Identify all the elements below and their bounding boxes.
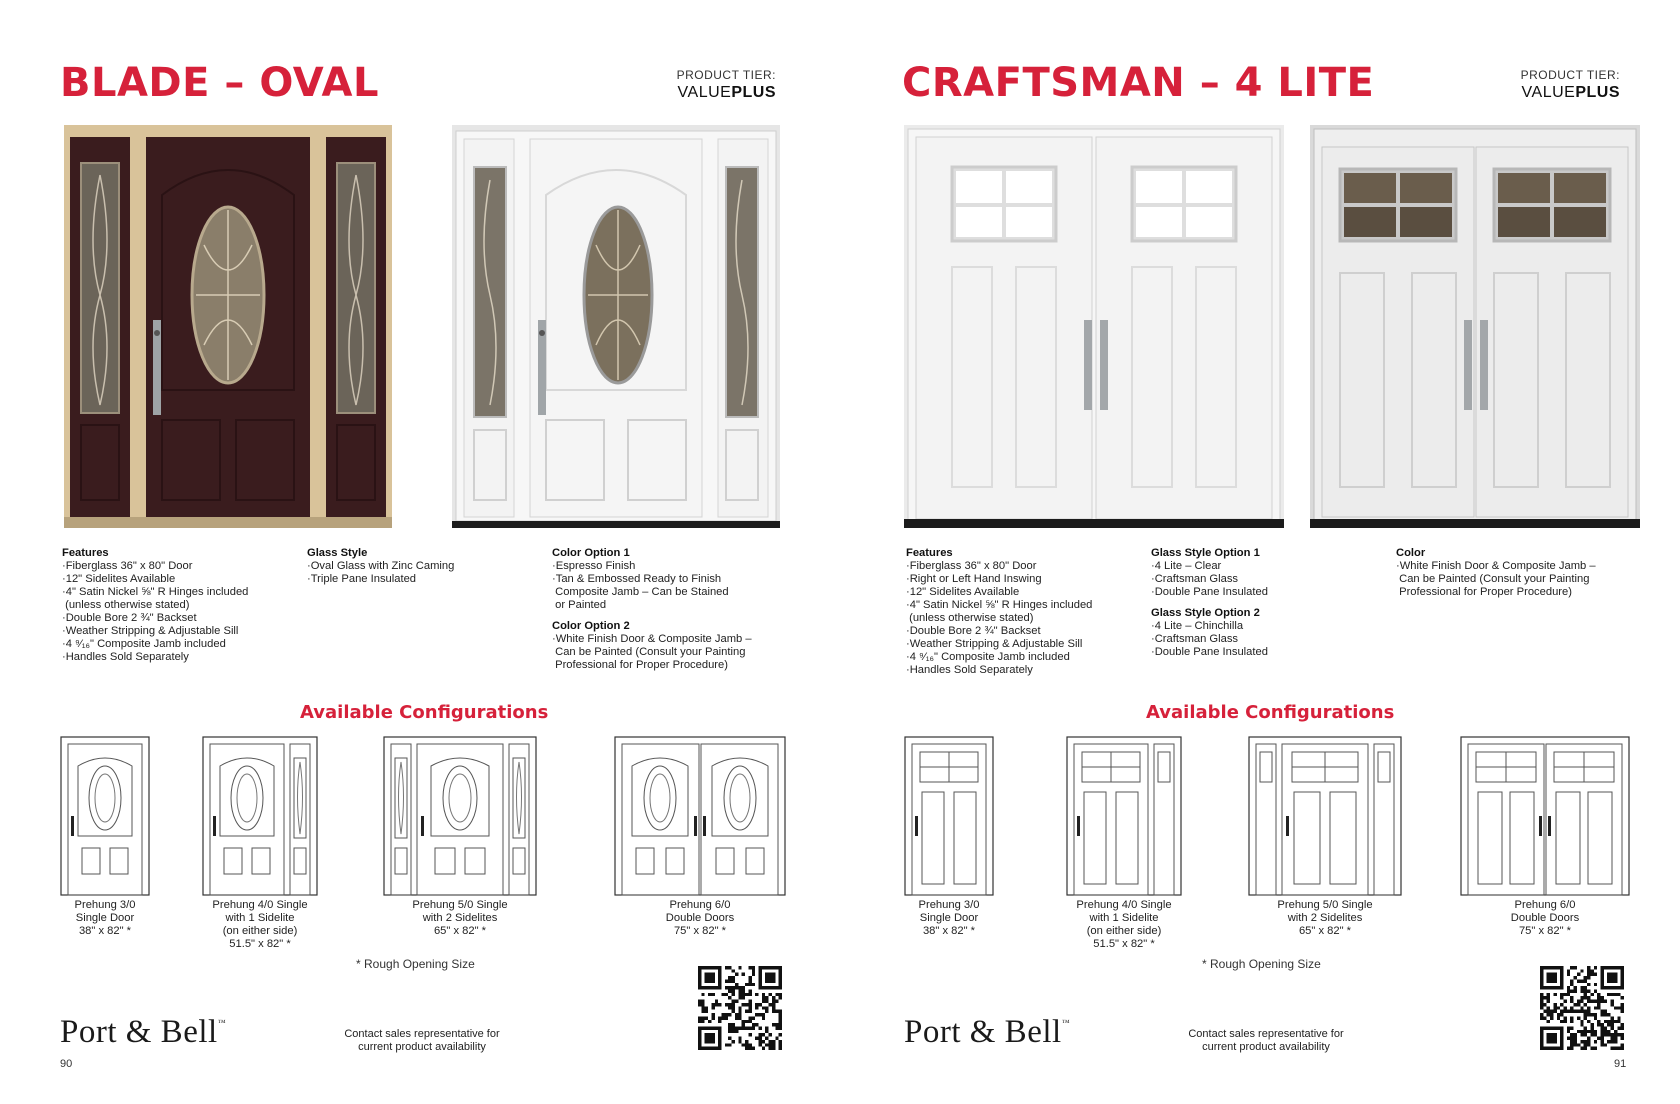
color-options-block <box>552 547 752 672</box>
door-photo-craftsman-chinchilla <box>1310 125 1640 528</box>
features-item: ·Fiberglass 36" x 80" Door <box>62 560 193 572</box>
tier-value: VALUEPLUS <box>1521 84 1620 101</box>
config-drawing-6-0-double <box>1460 736 1630 896</box>
features-item: ·Handles Sold Separately <box>62 651 189 663</box>
brand-logo: Port & Bell™ <box>60 1014 227 1050</box>
tier-value: VALUEPLUS <box>677 84 776 101</box>
product-tier <box>1521 68 1620 103</box>
features-item: ·Right or Left Hand Inswing <box>906 573 1042 585</box>
color-option-item: Professional for Proper Procedure) <box>552 659 728 671</box>
product-tier <box>677 68 776 103</box>
door-photo-espresso <box>64 125 392 528</box>
qr-code-icon[interactable] <box>1540 966 1624 1050</box>
page-number: 90 <box>60 1058 73 1070</box>
color-option-item: Can be Painted (Consult your Painting <box>552 646 746 658</box>
features-item: ·12" Sidelites Available <box>906 586 1020 598</box>
glass-style-item: ·Double Pane Insulated <box>1151 646 1268 658</box>
config-caption: Prehung 4/0 Single with 1 Sidelite (on either side) 51.5" x 82" * <box>212 899 308 950</box>
features-item: (unless otherwise stated) <box>906 612 1034 624</box>
config-caption: Prehung 5/0 Single with 2 Sidelites 65" x 82" * <box>412 899 508 937</box>
config-caption: Prehung 6/0 Double Doors 75" x 82" * <box>665 899 735 937</box>
glass-style-item: ·4 Lite – Chinchilla <box>1151 620 1244 632</box>
config-drawing-5-0-two-sidelites <box>383 736 537 896</box>
config-caption: Prehung 3/0 Single Door 38" x 82" * <box>74 899 136 937</box>
features-item: ·4" Satin Nickel ⅝" R Hinges included <box>906 599 1093 611</box>
color-option-2-heading: Color Option 2 <box>552 620 630 632</box>
features-item: ·Handles Sold Separately <box>906 664 1033 676</box>
glass-style-item: ·Craftsman Glass <box>1151 633 1239 645</box>
rough-opening-note: * Rough Opening Size <box>1202 957 1321 971</box>
color-option-item: Composite Jamb – Can be Stained <box>552 586 729 598</box>
glass-style-item: ·4 Lite – Clear <box>1151 560 1222 572</box>
color-option-item: ·Espresso Finish <box>552 560 636 572</box>
features-item: ·4 ⁹⁄₁₆" Composite Jamb included <box>62 638 226 650</box>
features-item: ·Fiberglass 36" x 80" Door <box>906 560 1037 572</box>
color-option-item: or Painted <box>552 599 607 611</box>
door-photo-craftsman-clear <box>904 125 1284 528</box>
page-right <box>840 0 1680 1104</box>
features-item: ·Weather Stripping & Adjustable Sill <box>906 638 1083 650</box>
features-heading: Features <box>906 547 953 559</box>
available-configurations-heading: Available Configurations <box>300 702 549 723</box>
page-number: 91 <box>1614 1058 1627 1070</box>
color-option-1-heading: Color Option 1 <box>552 547 630 559</box>
brand-logo: Port & Bell™ <box>904 1014 1071 1050</box>
features-heading: Features <box>62 547 109 559</box>
config-drawing-3-0-single <box>904 736 994 896</box>
glass-style-option-1-heading: Glass Style Option 1 <box>1151 547 1260 559</box>
color-option-item: ·Tan & Embossed Ready to Finish <box>552 573 722 585</box>
glass-style-block <box>307 547 454 586</box>
features-item: ·Double Bore 2 ¾" Backset <box>906 625 1041 637</box>
tier-label: PRODUCT TIER: <box>1520 68 1620 82</box>
config-drawing-3-0-single <box>60 736 150 896</box>
config-caption: Prehung 6/0 Double Doors 75" x 82" * <box>1510 899 1580 937</box>
glass-style-item: ·Double Pane Insulated <box>1151 586 1268 598</box>
available-configurations-heading: Available Configurations <box>1146 702 1395 723</box>
config-caption: Prehung 4/0 Single with 1 Sidelite (on either side) 51.5" x 82" * <box>1076 899 1172 950</box>
color-item: ·White Finish Door & Composite Jamb – <box>1396 560 1596 572</box>
features-item: ·Weather Stripping & Adjustable Sill <box>62 625 239 637</box>
color-option-item: ·White Finish Door & Composite Jamb – <box>552 633 752 645</box>
glass-style-option-2-heading: Glass Style Option 2 <box>1151 607 1260 619</box>
features-item: ·Double Bore 2 ¾" Backset <box>62 612 197 624</box>
features-block <box>62 547 248 664</box>
product-title: BLADE – OVAL <box>60 60 379 106</box>
features-item: (unless otherwise stated) <box>62 599 190 611</box>
color-item: Professional for Proper Procedure) <box>1396 586 1572 598</box>
color-heading: Color <box>1396 547 1426 559</box>
door-photo-white-oval <box>452 125 780 528</box>
features-block <box>906 547 1092 677</box>
glass-style-item: ·Oval Glass with Zinc Caming <box>307 560 455 572</box>
tier-label: PRODUCT TIER: <box>676 68 776 82</box>
glass-style-block <box>1151 547 1268 659</box>
features-item: ·12" Sidelites Available <box>62 573 176 585</box>
contact-note: Contact sales representative for current product availability <box>1188 1028 1344 1053</box>
glass-style-item: ·Triple Pane Insulated <box>307 573 417 585</box>
config-drawing-4-0-single-sidelite <box>202 736 318 896</box>
features-item: ·4 ⁹⁄₁₆" Composite Jamb included <box>906 651 1070 663</box>
rough-opening-note: * Rough Opening Size <box>356 957 475 971</box>
config-caption: Prehung 5/0 Single with 2 Sidelites 65" x 82" * <box>1277 899 1373 937</box>
config-drawing-6-0-double <box>614 736 786 896</box>
glass-style-item: ·Craftsman Glass <box>1151 573 1239 585</box>
config-drawing-4-0-single-sidelite <box>1066 736 1182 896</box>
features-item: ·4" Satin Nickel ⅝" R Hinges included <box>62 586 249 598</box>
product-title: CRAFTSMAN – 4 LITE <box>902 60 1375 106</box>
config-drawing-5-0-two-sidelites <box>1248 736 1402 896</box>
color-block <box>1396 547 1596 599</box>
color-item: Can be Painted (Consult your Painting <box>1396 573 1590 585</box>
qr-code-icon[interactable] <box>698 966 782 1050</box>
contact-note: Contact sales representative for current product availability <box>344 1028 500 1053</box>
config-caption: Prehung 3/0 Single Door 38" x 82" * <box>918 899 980 937</box>
glass-style-heading: Glass Style <box>307 547 368 559</box>
